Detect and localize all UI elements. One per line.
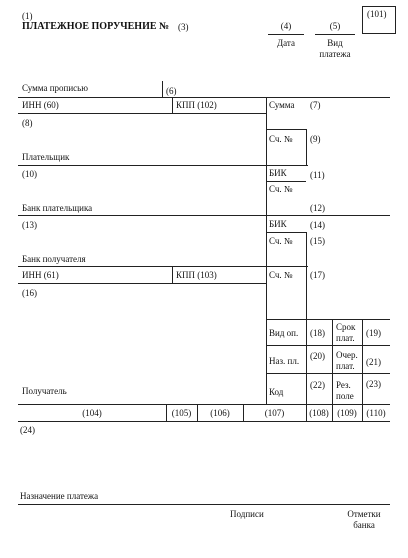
payment-term-field: (19) bbox=[366, 328, 381, 338]
payer-bank-account-label: Сч. № bbox=[269, 184, 293, 194]
grid-line bbox=[266, 181, 306, 182]
bank-marks-label-1: Отметки bbox=[347, 509, 381, 519]
grid-line bbox=[266, 345, 390, 346]
payee-label: Получатель bbox=[22, 386, 67, 396]
payer-bank-bik-label: БИК bbox=[269, 168, 287, 178]
payee-bank-account-field: (15) bbox=[310, 236, 325, 246]
payment-order-label-2: плат. bbox=[336, 361, 355, 371]
payee-bank-bik-label: БИК bbox=[269, 219, 287, 229]
grid-line bbox=[18, 283, 266, 284]
payer-status-field: (101) bbox=[367, 9, 387, 19]
payer-bank-bik-field: (11) bbox=[310, 170, 325, 180]
grid-line bbox=[306, 319, 307, 421]
operation-type-field: (18) bbox=[310, 328, 325, 338]
payee-kpp: КПП (103) bbox=[176, 270, 217, 280]
payer-kpp: КПП (102) bbox=[176, 100, 217, 110]
grid-line bbox=[172, 266, 173, 283]
budget-field-108: (108) bbox=[309, 408, 329, 418]
date-field: (4) bbox=[280, 21, 292, 31]
grid-line bbox=[362, 319, 363, 421]
budget-field-109: (109) bbox=[337, 408, 357, 418]
purpose-label: Назначение платежа bbox=[20, 491, 99, 501]
signatures-label: Подписи bbox=[230, 509, 264, 519]
payment-type-underline bbox=[315, 34, 355, 35]
payee-name-field: (16) bbox=[22, 288, 37, 298]
date-label: Дата bbox=[277, 38, 295, 48]
payee-bank-bik-field: (14) bbox=[310, 220, 325, 230]
payee-inn: ИНН (61) bbox=[22, 270, 59, 280]
amount-words-label: Сумма прописью bbox=[22, 83, 89, 93]
grid-line bbox=[266, 232, 306, 233]
payment-purpose-label: Наз. пл. bbox=[269, 356, 300, 366]
grid-line bbox=[18, 404, 390, 405]
payer-account-field: (9) bbox=[310, 134, 321, 144]
budget-field-110: (110) bbox=[366, 408, 386, 418]
grid-line bbox=[18, 113, 266, 114]
grid-line bbox=[172, 97, 173, 113]
payee-account-label: Сч. № bbox=[269, 270, 293, 280]
purpose-field: (24) bbox=[20, 425, 35, 435]
grid-line bbox=[18, 215, 390, 216]
grid-line bbox=[306, 129, 307, 165]
payment-order-label-1: Очер. bbox=[336, 350, 358, 360]
grid-line bbox=[306, 232, 307, 266]
payer-bank-label: Банк плательщика bbox=[22, 203, 93, 213]
payer-label: Плательщик bbox=[22, 152, 70, 162]
payment-term-label-1: Срок bbox=[336, 322, 356, 332]
budget-field-106: (106) bbox=[210, 408, 230, 418]
amount-words-divider bbox=[162, 81, 163, 97]
operation-type-label: Вид оп. bbox=[269, 328, 299, 338]
grid-line bbox=[306, 266, 307, 319]
payer-bank-name-field: (10) bbox=[22, 169, 37, 179]
payee-bank-account-label: Сч. № bbox=[269, 236, 293, 246]
reserve-label-1: Рез. bbox=[336, 380, 351, 390]
grid-line bbox=[18, 266, 308, 267]
bank-marks-label-2: банка bbox=[353, 520, 375, 530]
code-label: Код bbox=[269, 387, 284, 397]
payee-account-field: (17) bbox=[310, 270, 325, 280]
reserve-field: (23) bbox=[366, 379, 381, 389]
grid-line bbox=[332, 319, 333, 421]
sum-field: (7) bbox=[310, 100, 321, 110]
payee-bank-label: Банк получателя bbox=[22, 254, 86, 264]
grid-line bbox=[18, 165, 308, 166]
payer-bank-account-field: (12) bbox=[310, 203, 325, 213]
grid-line bbox=[266, 129, 306, 130]
grid-line bbox=[18, 421, 390, 422]
budget-field-104: (104) bbox=[82, 408, 102, 418]
grid-line bbox=[266, 373, 390, 374]
payment-purpose-field: (20) bbox=[310, 351, 325, 361]
payer-inn: ИНН (60) bbox=[22, 100, 59, 110]
payment-term-label-2: плат. bbox=[336, 333, 355, 343]
grid-line bbox=[18, 97, 390, 98]
document-title: ПЛАТЕЖНОЕ ПОРУЧЕНИЕ № bbox=[22, 21, 170, 32]
budget-field-107: (107) bbox=[264, 408, 285, 418]
payer-name-field: (8) bbox=[22, 118, 33, 128]
reserve-label-2: поле bbox=[336, 391, 354, 401]
document-number-field: (3) bbox=[178, 22, 189, 32]
code-field: (22) bbox=[310, 380, 325, 390]
date-underline bbox=[268, 34, 304, 35]
grid-line bbox=[266, 319, 390, 320]
payment-order-field: (21) bbox=[366, 357, 381, 367]
grid-line bbox=[266, 97, 267, 404]
field-1: (1) bbox=[22, 11, 33, 21]
payer-status-box bbox=[362, 6, 396, 34]
grid-line bbox=[18, 504, 390, 505]
payment-type-field: (5) bbox=[329, 21, 341, 31]
payer-account-label: Сч. № bbox=[269, 134, 293, 144]
payment-type-label-1: Вид bbox=[327, 38, 343, 48]
payee-bank-name-field: (13) bbox=[22, 220, 37, 230]
sum-label: Сумма bbox=[269, 100, 295, 110]
amount-words-field: (6) bbox=[166, 86, 177, 96]
payment-type-label-2: платежа bbox=[319, 49, 351, 59]
budget-field-105: (105) bbox=[171, 408, 192, 418]
